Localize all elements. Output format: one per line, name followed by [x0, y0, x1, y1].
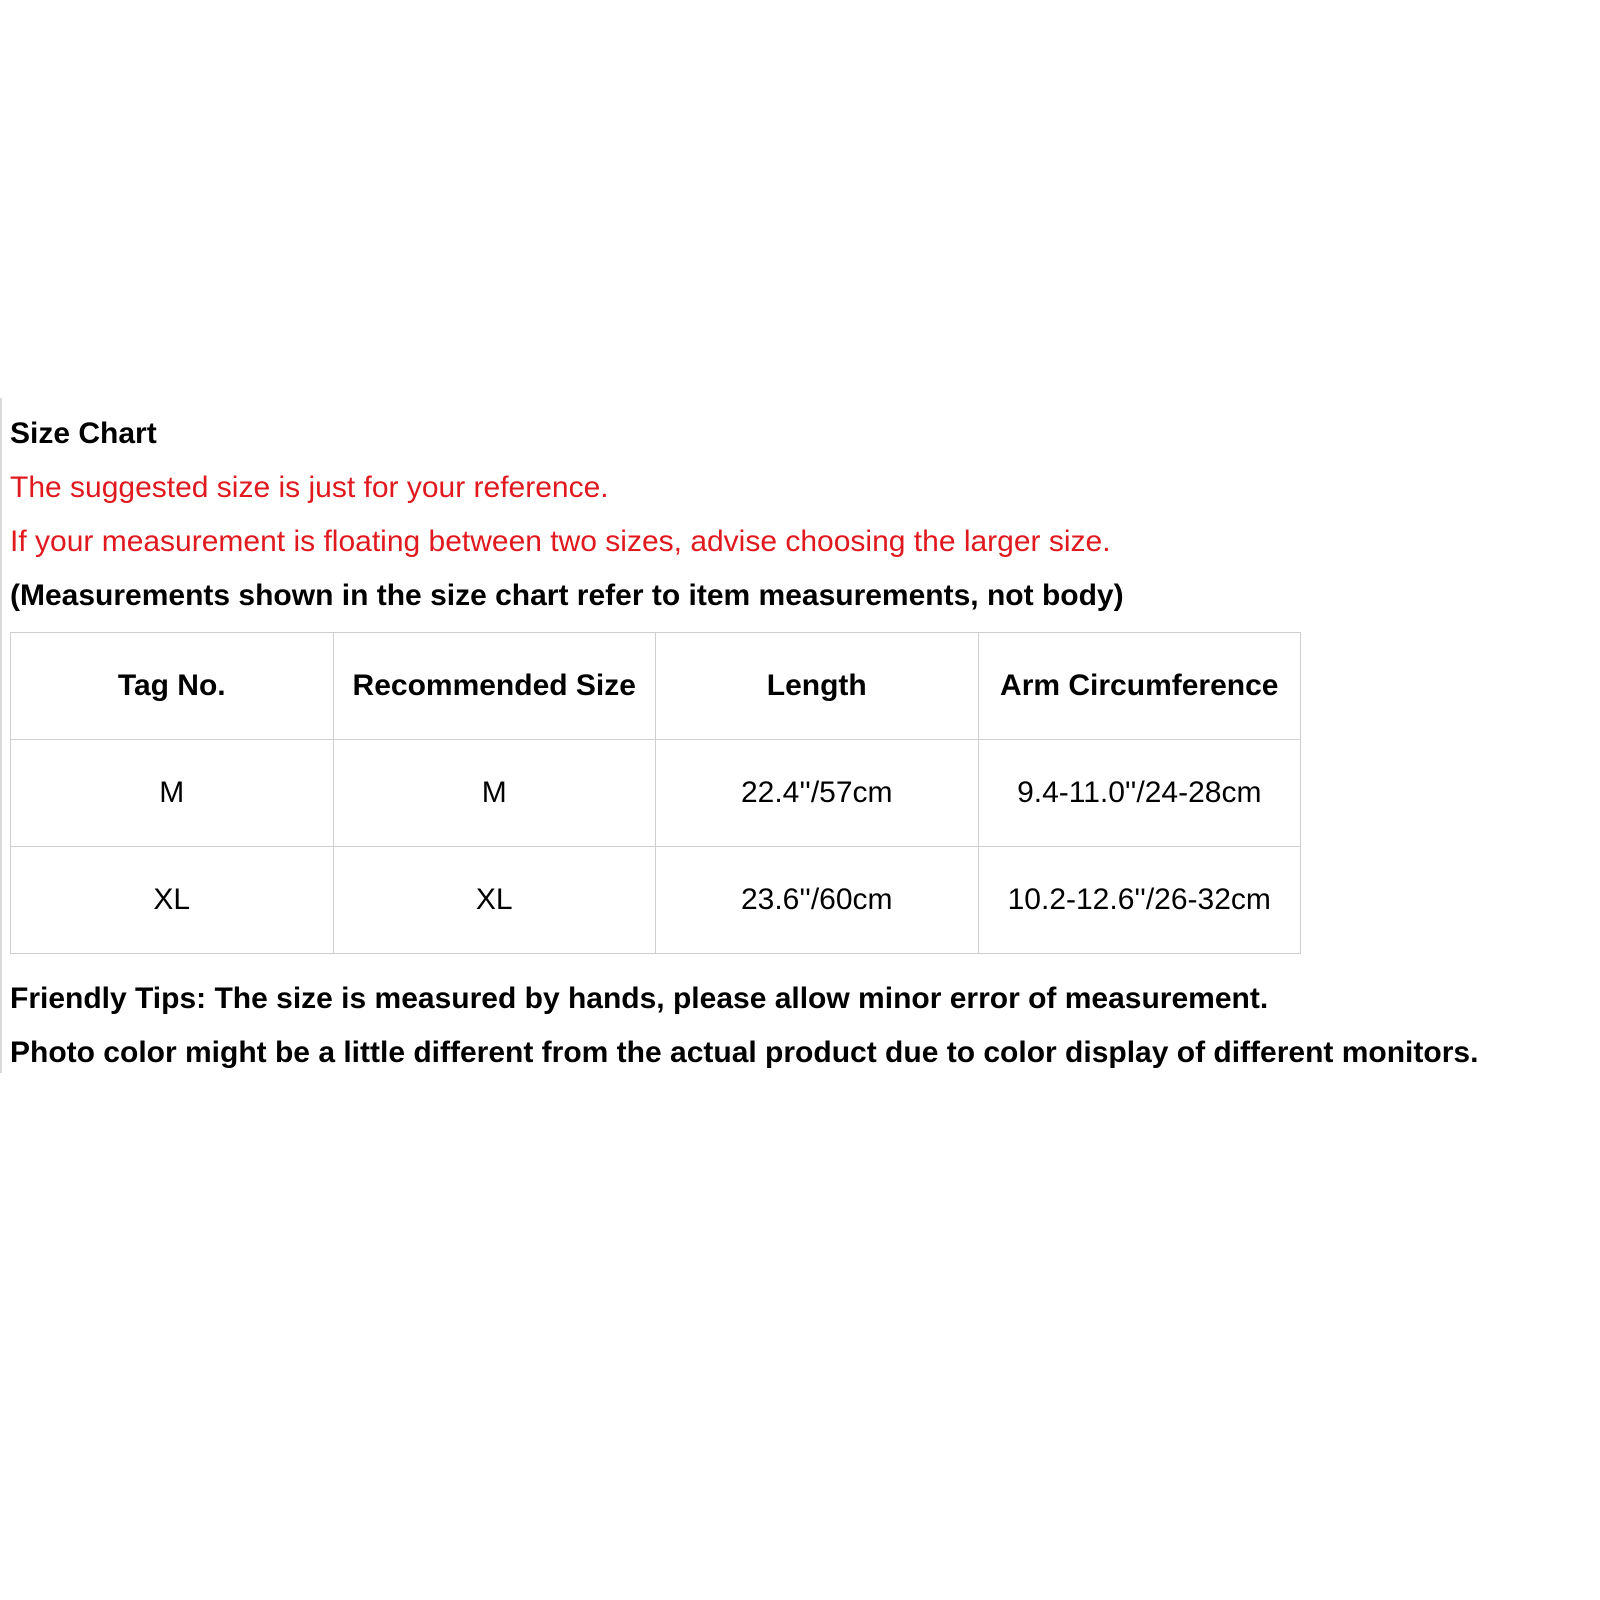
color-disclaimer: Photo color might be a little different from the actual product due to color display of different monitors. [10, 1036, 1479, 1069]
size-advice-note: If your measurement is floating between two sizes, advise choosing the larger size. [10, 525, 1111, 558]
table-row [11, 847, 1301, 954]
header-tag-no: Tag No. [11, 633, 334, 740]
table-cell: M [333, 740, 656, 847]
measurement-note: (Measurements shown in the size chart refer to item measurements, not body) [10, 579, 1124, 612]
header-length: Length [656, 633, 979, 740]
table-cell: M [11, 740, 334, 847]
size-table [10, 632, 1301, 954]
header-recommended-size: Recommended Size [333, 633, 656, 740]
table-cell: 23.6''/60cm [656, 847, 979, 954]
table-cell: XL [11, 847, 334, 954]
friendly-tip: Friendly Tips: The size is measured by hands, please allow minor error of measurement. [10, 982, 1269, 1015]
table-row [11, 740, 1301, 847]
header-arm-circumference: Arm Circumference [978, 633, 1301, 740]
left-divider [0, 398, 2, 1073]
page-title: Size Chart [10, 417, 157, 450]
table-cell: 22.4''/57cm [656, 740, 979, 847]
reference-note: The suggested size is just for your reference. [10, 471, 609, 504]
table-cell: 9.4-11.0''/24-28cm [978, 740, 1301, 847]
table-cell: 10.2-12.6''/26-32cm [978, 847, 1301, 954]
table-cell: XL [333, 847, 656, 954]
table-header-row [11, 633, 1301, 740]
